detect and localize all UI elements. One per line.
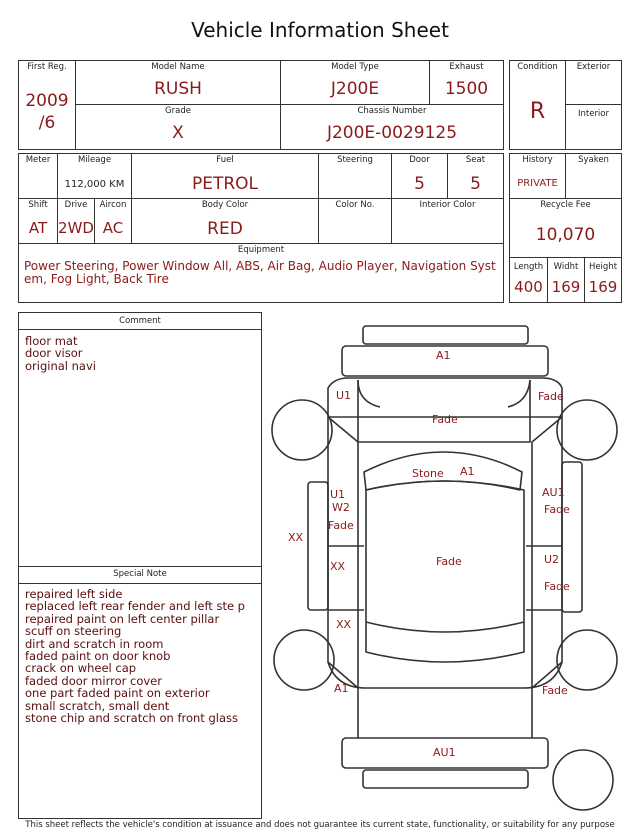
drive-cell [57, 198, 95, 244]
fuel-cell [131, 153, 319, 199]
fuel-value: PETROL [191, 174, 259, 194]
mark-left-rear-fender: A1 [334, 682, 349, 695]
mark-roof: Fade [436, 555, 462, 568]
mark-right-rear-fender: Fade [542, 684, 568, 697]
mark-right-front-fender: Fade [538, 390, 564, 403]
hood-left-curve [358, 380, 380, 407]
shift-label: Shift [28, 200, 48, 210]
seat-cell [447, 153, 504, 199]
recycle-fee-label: Recycle Fee [540, 200, 591, 210]
height-value: 169 [588, 278, 618, 296]
height-label: Height [588, 262, 618, 272]
syaken-cell [565, 153, 622, 199]
shift-cell [18, 198, 58, 244]
mark-right-rear-door-1: U2 [544, 553, 560, 566]
seat-value: 5 [470, 174, 481, 194]
front-grille [363, 326, 528, 344]
model-type-label: Model Type [331, 62, 379, 72]
exhaust-label: Exhaust [449, 62, 484, 72]
width-label: Widht [553, 262, 579, 272]
length-label: Length [513, 262, 544, 272]
fuel-label: Fuel [216, 155, 234, 165]
mark-right-front-door-2: Fade [544, 503, 570, 516]
hood-right-curve [508, 380, 530, 407]
aircon-value: AC [102, 219, 124, 237]
history-label: History [522, 155, 553, 165]
special-note-item: repaired left side [25, 587, 123, 601]
chassis-number-label: Chassis Number [357, 106, 427, 116]
model-type-cell [280, 60, 430, 105]
meter-label: Meter [25, 155, 51, 165]
special-note-item: one part faded paint on exterior [25, 686, 210, 701]
interior-color-cell [391, 198, 504, 244]
body-color-value: RED [207, 219, 243, 239]
sheet-title: Vehicle Information Sheet [191, 18, 449, 42]
interior-cell [565, 104, 622, 150]
exhaust-cell [429, 60, 504, 105]
body-color-label: Body Color [201, 200, 249, 210]
model-name-value: RUSH [154, 79, 202, 99]
door-label: Door [409, 155, 430, 165]
rear-step-plate [363, 770, 528, 788]
mark-left-front-fender: U1 [336, 389, 352, 402]
special-note-item: scuff on steering [25, 624, 122, 639]
special-note-item: stone chip and scratch on front glass [25, 711, 238, 726]
mileage-value: 112,000 KM [64, 179, 125, 190]
condition-cell [509, 60, 566, 150]
mark-left-rear-door: XX [330, 560, 346, 573]
shift-value: AT [28, 219, 48, 237]
mark-front-bumper: A1 [436, 349, 451, 362]
grade-label: Grade [165, 106, 191, 116]
recycle-fee-cell [509, 198, 622, 258]
special-note-item: dirt and scratch in room [25, 636, 164, 651]
meter-cell [18, 153, 58, 199]
right-front-wheel [557, 400, 617, 460]
color-no-cell [318, 198, 392, 244]
damage-marks [288, 349, 570, 759]
recycle-fee-value: 10,070 [535, 225, 596, 245]
body-color-cell [131, 198, 319, 244]
equipment-cell [18, 243, 504, 303]
mark-windshield-stone: Stone [412, 467, 444, 480]
rear-hatch [328, 662, 562, 688]
width-value: 169 [551, 278, 581, 296]
notes-panel [18, 312, 262, 819]
mark-left-step: XX [336, 618, 352, 631]
door-cell [391, 153, 448, 199]
special-note-item: faded paint on door knob [25, 649, 171, 664]
special-note-item: replaced left rear fender and left ste p [25, 599, 245, 614]
first-reg-month: /6 [38, 113, 56, 133]
mileage-label: Mileage [77, 155, 112, 165]
special-note-item: small scratch, small dent [25, 698, 170, 713]
aircon-label: Aircon [99, 200, 127, 210]
history-value: PRIVATE [517, 178, 558, 189]
exhaust-value: 1500 [444, 79, 489, 99]
aircon-cell [94, 198, 132, 244]
comment-item: original navi [25, 358, 96, 373]
steering-cell [318, 153, 392, 199]
length-value: 400 [514, 278, 543, 296]
grade-value: X [172, 123, 184, 143]
first-reg-label: First Reg. [27, 62, 67, 72]
exterior-cell [565, 60, 622, 105]
condition-value: R [529, 99, 546, 124]
width-cell [547, 257, 585, 303]
special-note-item: faded door mirror cover [25, 673, 162, 688]
mark-left-front-door-2: W2 [332, 501, 350, 514]
mark-left-mirror: XX [288, 531, 304, 544]
first-reg-year: 2009 [25, 91, 69, 111]
steering-label: Steering [337, 155, 373, 165]
chassis-number-cell [280, 104, 504, 150]
exterior-label: Exterior [576, 62, 611, 72]
comment-title: Comment [119, 316, 161, 326]
mark-left-front-door-3: Fade [328, 519, 354, 532]
interior-label: Interior [577, 109, 609, 119]
special-note-item: crack on wheel cap [25, 661, 137, 676]
hood [358, 380, 530, 442]
special-note-title: Special Note [113, 569, 167, 579]
spare-tire [553, 750, 613, 810]
drive-label: Drive [64, 200, 88, 210]
mark-windshield-code: A1 [460, 465, 475, 478]
mark-right-front-door-1: AU1 [542, 486, 565, 499]
left-step [308, 482, 328, 610]
equipment-value: Power Steering, Power Window All, ABS, Air Bag, Audio Player, Navigation System, Fog Light, Back Tire [24, 259, 496, 286]
left-side [328, 417, 358, 688]
color-no-label: Color No. [335, 200, 375, 210]
mark-hood: Fade [432, 413, 458, 426]
rear-window [366, 622, 524, 662]
equipment-label: Equipment [237, 245, 285, 255]
rear-quarter [358, 688, 532, 738]
left-rear-wheel [274, 630, 334, 690]
left-front-wheel [272, 400, 332, 460]
history-cell [509, 153, 566, 199]
model-type-value: J200E [330, 79, 380, 99]
chassis-number-value: J200E-0029125 [326, 123, 458, 143]
interior-color-label: Interior Color [419, 200, 476, 210]
grade-cell [75, 104, 281, 150]
height-cell [584, 257, 622, 303]
syaken-label: Syaken [578, 155, 609, 165]
special-note-item: repaired paint on left center pillar [25, 611, 220, 626]
model-name-cell [75, 60, 281, 105]
seat-label: Seat [465, 155, 486, 165]
mark-left-front-door-1: U1 [330, 488, 346, 501]
length-cell [509, 257, 548, 303]
drive-value: 2WD [58, 219, 94, 237]
mileage-cell [57, 153, 132, 199]
condition-label: Condition [517, 62, 558, 72]
comment-list [25, 335, 257, 372]
right-rear-wheel [557, 630, 617, 690]
comment-item: door visor [25, 346, 83, 361]
first-reg-cell [18, 60, 76, 150]
car-damage-diagram [270, 322, 630, 818]
door-value: 5 [414, 174, 425, 194]
car-outline [272, 326, 617, 810]
mark-rear-bumper: AU1 [433, 746, 456, 759]
mark-right-rear-door-2: Fade [544, 580, 570, 593]
special-note-list [25, 588, 257, 724]
model-name-label: Model Name [151, 62, 205, 72]
disclaimer-footer: This sheet reflects the vehicle's condition at issuance and does not guarantee its current state, functionality, or suitability for any purpose [25, 820, 615, 830]
comment-item: floor mat [25, 334, 78, 348]
